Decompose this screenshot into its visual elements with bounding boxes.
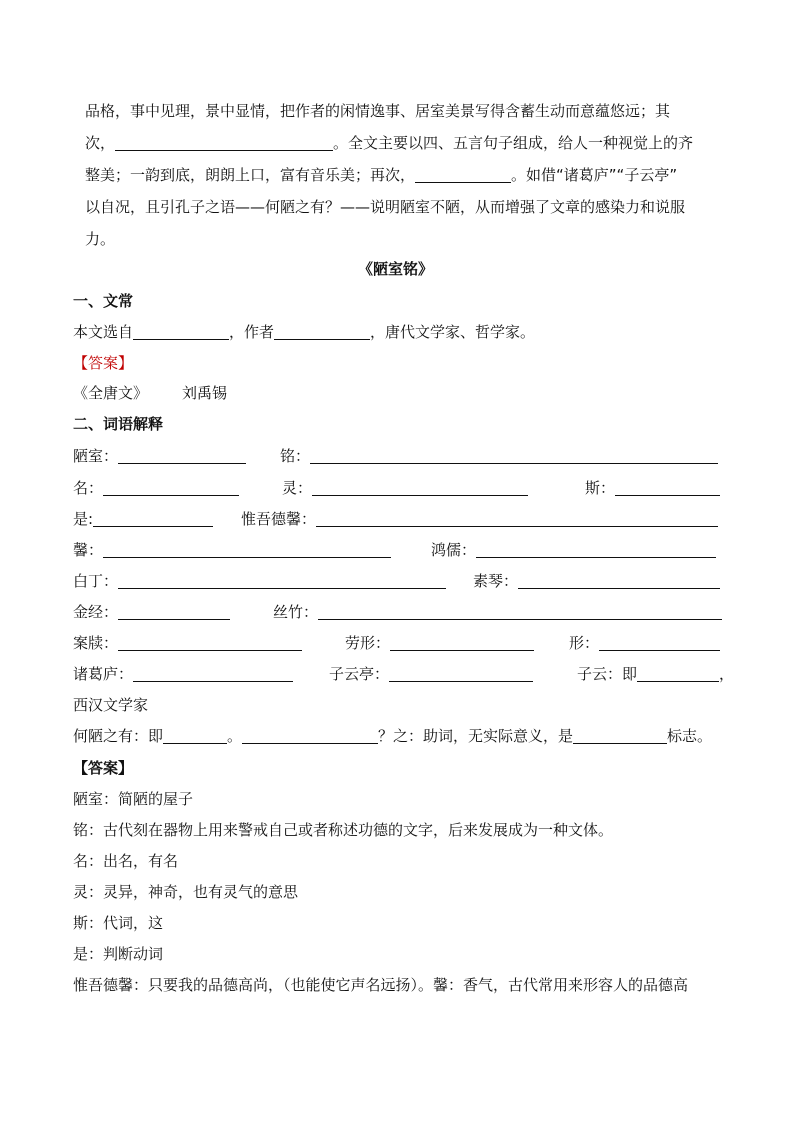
intro-line-3: 整美；一韵到底，朗朗上口，富有音乐美；再次， 。如借“诸葛庐”“子云亭” [85,166,678,184]
blank[interactable] [163,727,227,744]
term-row: 铭： [280,446,718,466]
intro-line-2: 次， 。全文主要以四、五言句子组成，给人一种视觉上的齐 [85,134,694,152]
blank[interactable] [390,634,534,651]
term-row: 斯： [585,478,720,498]
section-heading-2: 二、词语解释 [73,415,164,433]
term-row: 白丁： [73,571,446,591]
blank[interactable] [133,665,293,682]
blank[interactable] [274,323,370,340]
term-row: 丝竹： [273,602,722,622]
blank[interactable] [93,510,213,527]
blank[interactable] [310,447,718,464]
term-row: 灵： [282,478,528,498]
term-row: 子云：即 ， [577,665,735,683]
blank[interactable] [615,479,720,496]
answer-line: 陋室：简陋的屋子 [73,790,194,808]
blank[interactable] [103,479,239,496]
answer-line: 名：出名，有名 [73,852,179,870]
term-row: 名： [73,478,239,498]
term-row: 素琴： [473,571,720,591]
blank[interactable] [118,447,246,464]
section-heading-1: 一、文常 [73,292,134,310]
blank[interactable] [118,634,302,651]
blank[interactable] [115,134,333,151]
term-row: 形： [569,633,720,653]
term-row: 陋室： [73,446,246,466]
term-row: 案牍： [73,633,302,653]
term-row: 馨： [73,540,391,560]
blank[interactable] [637,665,719,682]
term-row: 何陋之有：即 。 ？之：助词，无实际意义，是 标志。 [73,727,713,745]
section1-question: 本文选自 ，作者 ，唐代文学家、哲学家。 [73,323,536,341]
blank[interactable] [476,541,716,558]
blank[interactable] [518,572,720,589]
blank[interactable] [118,572,446,589]
term-note: 西汉文学家 [73,696,149,714]
term-row: 劳形： [345,633,534,653]
answer-line: 惟吾德馨：只要我的品德高尚，（也能使它声名远扬）。馨：香气，古代常用来形容人的品德高 [73,976,689,994]
answer-line: 灵：灵异，神奇，也有灵气的意思 [73,883,299,901]
term-row: 鸿儒： [431,540,716,560]
blank[interactable] [242,727,378,744]
intro-line-4: 以自况，且引孔子之语——何陋之有？——说明陋室不陋，从而增强了文章的感染力和说服 [85,198,686,216]
term-row: 惟吾德馨： [241,509,718,529]
answer-line: 铭：古代刻在器物上用来警戒自己或者称述功德的文字，后来发展成为一种文体。 [73,821,614,839]
blank[interactable] [103,541,391,558]
answer-line: 斯：代词，这 [73,914,164,932]
intro-line-1: 品格，事中见理，景中显情，把作者的闲情逸事、居室美景写得含蓄生动而意蕴悠远；其 [85,102,671,120]
blank[interactable] [133,323,229,340]
page-title: 《陋室铭》 [358,260,434,278]
term-row: 诸葛庐： [73,664,293,684]
blank[interactable] [573,727,667,744]
blank[interactable] [312,479,528,496]
term-row: 子云亭： [329,664,533,684]
intro-line-5: 力。 [85,230,116,248]
blank[interactable] [318,603,722,620]
answer-tag-1: 【答案】 [73,354,134,372]
blank[interactable] [415,166,511,183]
answer-line: 是：判断动词 [73,945,164,963]
term-row: 是: [73,509,213,529]
term-row: 金经： [73,602,230,622]
blank[interactable] [599,634,720,651]
blank[interactable] [118,603,230,620]
blank[interactable] [389,665,533,682]
answer-tag-2: 【答案】 [73,759,134,777]
section1-answer: 《全唐文》 刘禹锡 [73,384,228,402]
blank[interactable] [316,510,718,527]
